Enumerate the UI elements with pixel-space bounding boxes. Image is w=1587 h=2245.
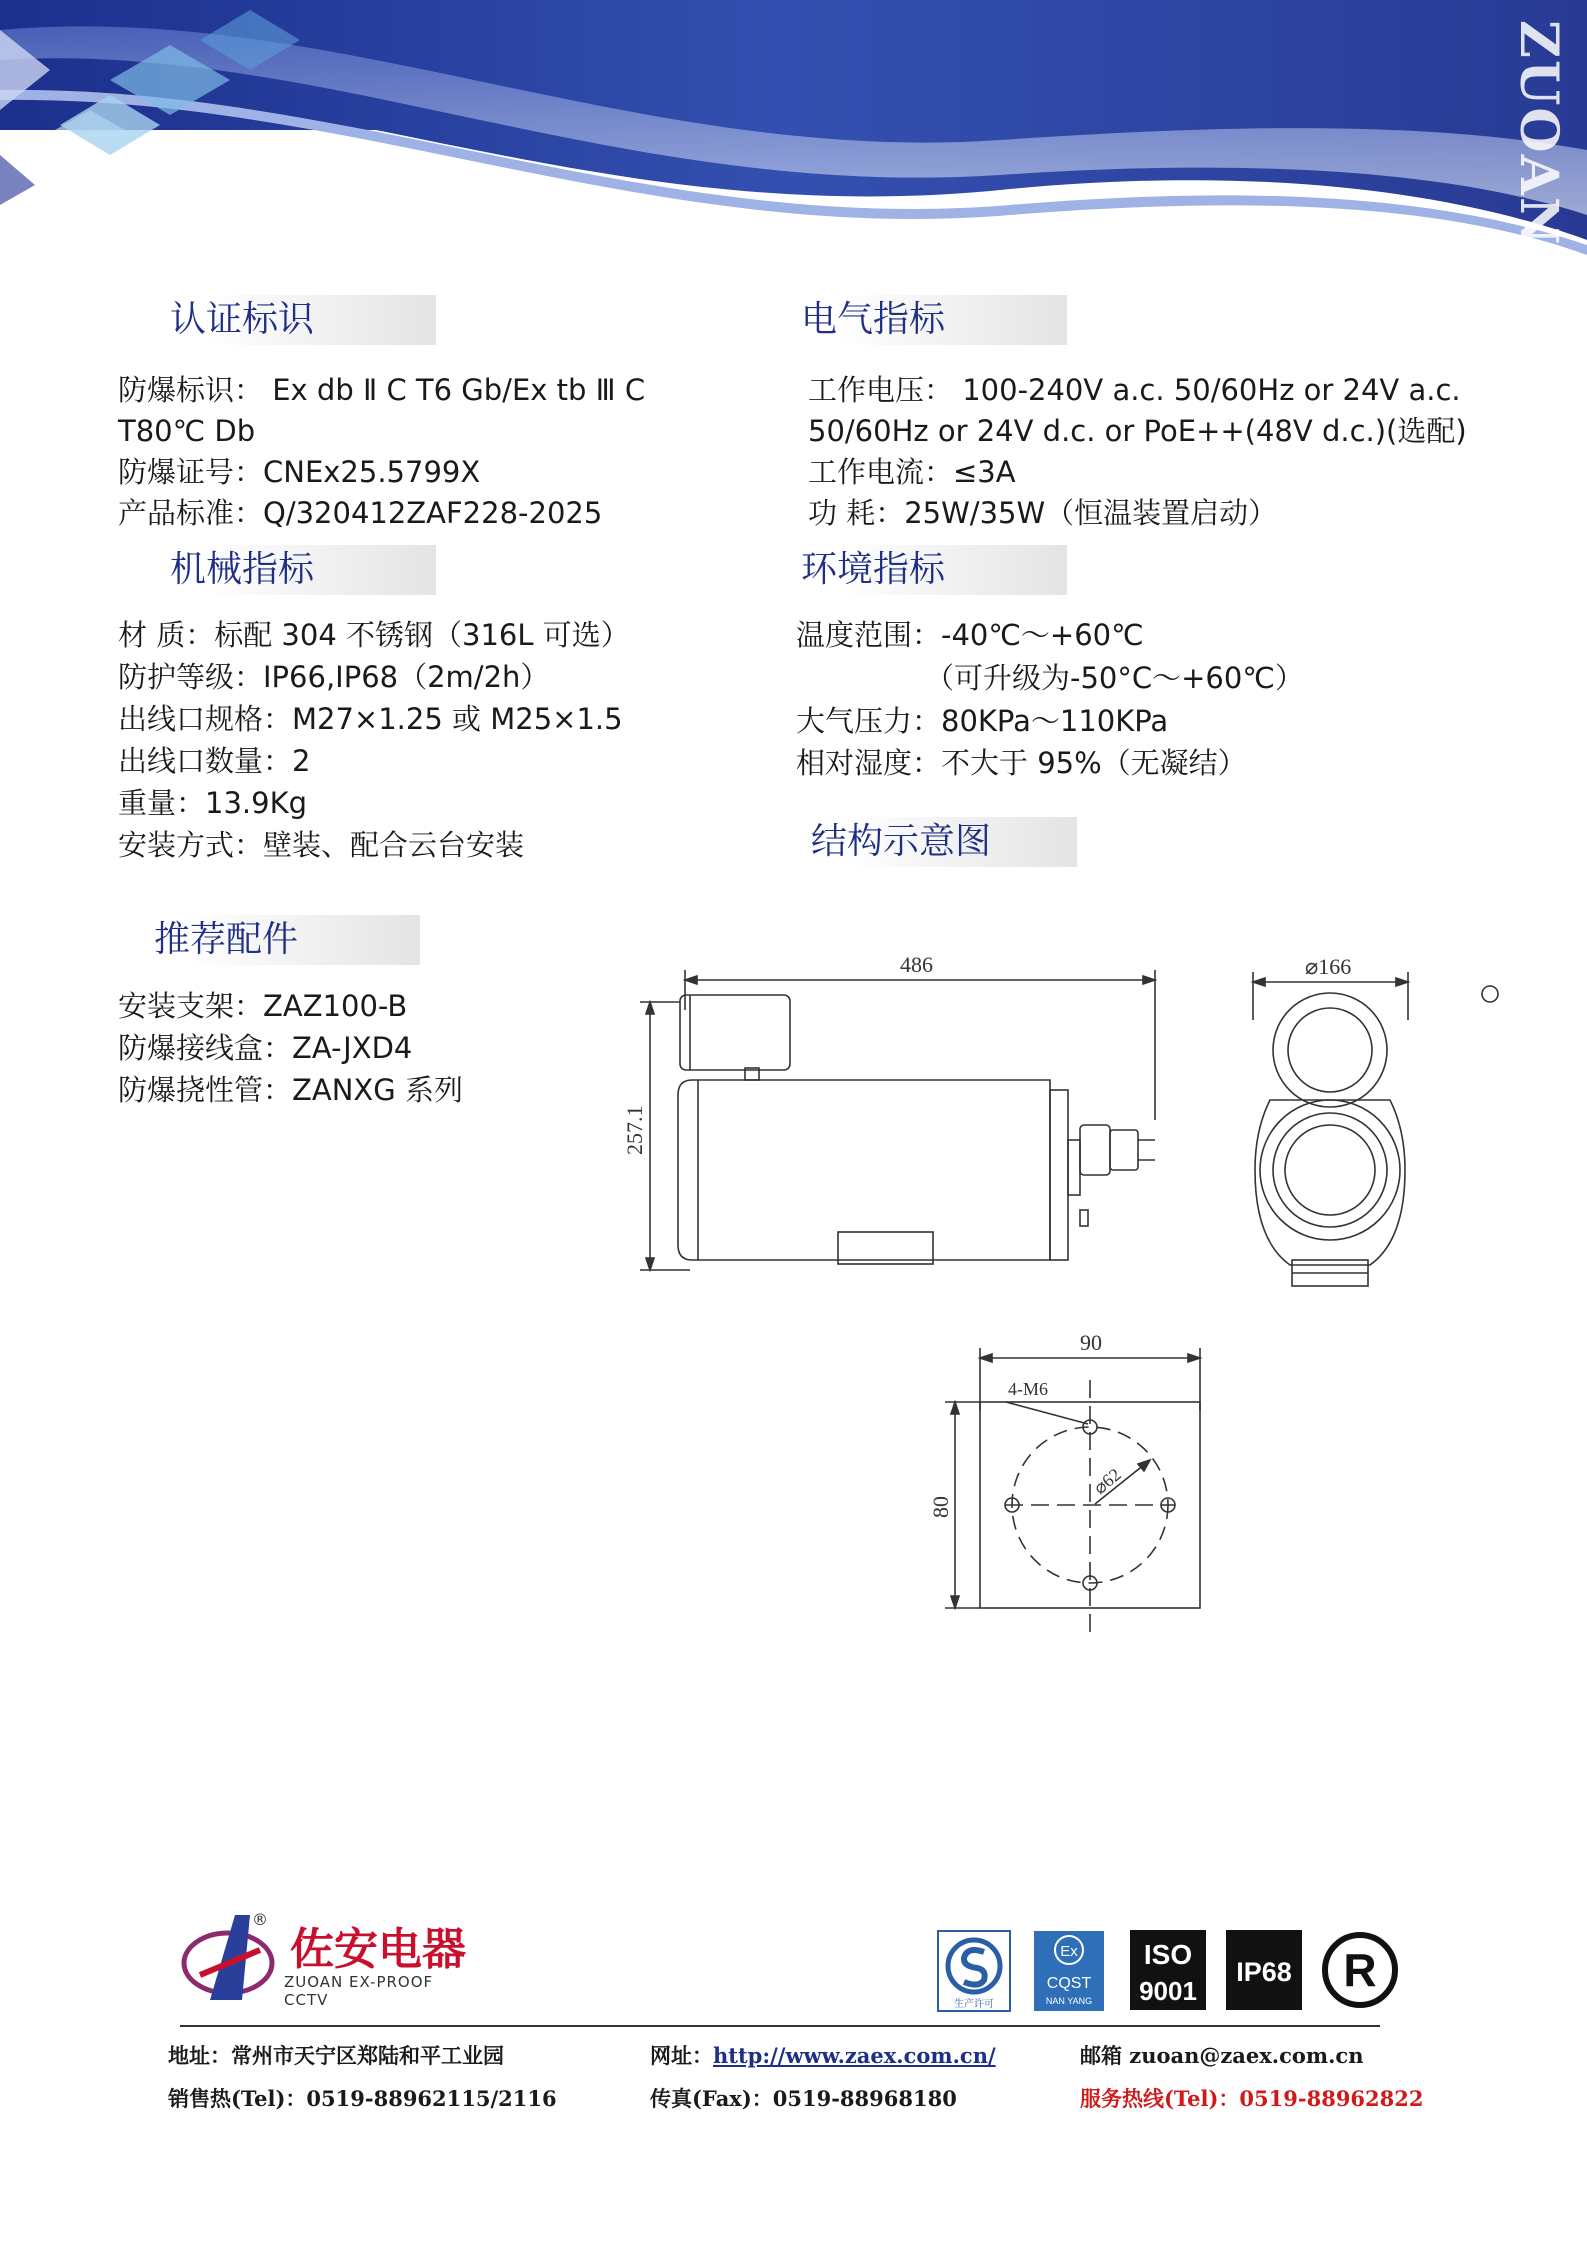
dim-pcd-label: ⌀62 xyxy=(1089,1464,1125,1499)
iso-bottom-text: 9001 xyxy=(1139,1976,1197,2006)
ex-bottom-text: NAN YANG xyxy=(1045,1996,1093,2006)
electrical-line-1: 工作电压： 100-240V a.c. 50/60Hz or 24V a.c. xyxy=(808,373,1461,407)
header-banner xyxy=(0,0,1587,260)
ip68-icon xyxy=(1226,1930,1302,2010)
section-title-electrical: 电气指标 xyxy=(755,295,1067,345)
section-title-certification: 认证标识 xyxy=(120,295,436,345)
website-label: 网址： xyxy=(650,2043,713,2068)
logo-english-name: ZUOAN EX-PROOF CCTV xyxy=(284,1973,434,2009)
qs-caption: 生产许可 xyxy=(954,1999,994,2010)
mechanical-line-3: 出线口规格：M27×1.25 或 M25×1.5 xyxy=(118,702,623,736)
accessory-line-1: 安装支架：ZAZ100-B xyxy=(118,989,408,1023)
mechanical-line-5: 重量：13.9Kg xyxy=(118,786,307,820)
dim-length-label: 486 xyxy=(900,952,933,977)
section-title-structure: 结构示意图 xyxy=(765,817,1077,867)
registered-r-text: R xyxy=(1343,1944,1377,1996)
cert-line-2: T80℃ Db xyxy=(118,414,256,448)
logo-mark-icon xyxy=(180,1905,280,2015)
ex-mid-text: CQST xyxy=(1046,1975,1092,1992)
dim-plate-height-label: 80 xyxy=(928,1496,953,1518)
environment-line-2: （可升级为-50°C～+60℃） xyxy=(925,661,1304,695)
iso-9001-icon xyxy=(1130,1930,1206,2010)
accessory-line-3: 防爆挠性管：ZANXG 系列 xyxy=(118,1073,463,1107)
iso-top-text: ISO xyxy=(1143,1939,1193,1970)
mechanical-line-4: 出线口数量：2 xyxy=(118,744,311,778)
mechanical-line-1: 材 质：标配 304 不锈钢（316L 可选） xyxy=(118,618,630,652)
logo-registered-mark: ® xyxy=(252,1910,268,1929)
website-link[interactable]: http://www.zaex.com.cn/ xyxy=(713,2043,996,2068)
environment-line-4: 相对湿度：不大于 95%（无凝结） xyxy=(796,746,1247,780)
ex-cqst-certification-icon xyxy=(1033,1930,1105,2012)
brand-vertical-text: ZUOAN xyxy=(1508,20,1569,247)
footer-address: 地址：常州市天宁区郑陆和平工业园 xyxy=(168,2043,504,2068)
dim-plate-width-label: 90 xyxy=(1080,1330,1102,1355)
mechanical-line-6: 安装方式：壁装、配合云台安装 xyxy=(118,828,525,862)
environment-line-1: 温度范围：-40℃～+60℃ xyxy=(796,618,1144,652)
rear-flange xyxy=(1050,1090,1068,1260)
dim-height-label: 257.1 xyxy=(622,1105,647,1155)
sun-hood xyxy=(680,995,790,1070)
section-title-environment: 环境指标 xyxy=(755,545,1067,595)
footer-divider xyxy=(180,2025,1380,2027)
cert-line-1: 防爆标识： Ex db Ⅱ C T6 Gb/Ex tb Ⅲ C xyxy=(118,373,646,407)
footer-website xyxy=(650,2040,996,2070)
electrical-line-3: 工作电流：≤3A xyxy=(808,455,1016,489)
registered-trademark-icon xyxy=(1320,1930,1400,2010)
ex-top-text: Ex xyxy=(1060,1943,1078,1960)
accessory-line-2: 防爆接线盒：ZA-JXD4 xyxy=(118,1031,413,1065)
footer-email: 邮箱 zuoan@zaex.com.cn xyxy=(1080,2043,1364,2068)
cert-line-4: 产品标准：Q/320412ZAF228-2025 xyxy=(118,496,603,530)
electrical-line-2: 50/60Hz or 24V d.c. or PoE++(48V d.c.)(选配) xyxy=(808,414,1467,448)
footer-sales-tel: 销售热(Tel)：0519-88962115/2116 xyxy=(168,2086,557,2111)
structure-drawing xyxy=(610,940,1530,1660)
footer-service-hotline: 服务热线(Tel)：0519-88962822 xyxy=(1080,2086,1424,2111)
section-title-mechanical: 机械指标 xyxy=(120,545,436,595)
section-title-accessories: 推荐配件 xyxy=(104,915,420,965)
footer-fax: 传真(Fax)：0519-88968180 xyxy=(650,2086,957,2111)
company-logo xyxy=(180,1905,480,2015)
logo-chinese-name: 佐安电器 xyxy=(290,1924,466,1975)
ip68-text: IP68 xyxy=(1236,1957,1292,1987)
electrical-line-4: 功 耗：25W/35W（恒温装置启动） xyxy=(808,496,1278,530)
mechanical-line-2: 防护等级：IP66,IP68（2m/2h） xyxy=(118,660,550,694)
cert-line-3: 防爆证号：CNEx25.5799X xyxy=(118,455,481,489)
environment-line-3: 大气压力：80KPa～110KPa xyxy=(796,704,1169,738)
dim-diameter-label: ⌀166 xyxy=(1305,954,1352,979)
qs-certification-icon xyxy=(937,1930,1011,2012)
camera-body xyxy=(678,1080,1050,1260)
front-hood-outer xyxy=(1273,993,1387,1107)
small-marker-circle xyxy=(1482,986,1498,1002)
dim-bolt-label: 4-M6 xyxy=(1008,1379,1048,1399)
